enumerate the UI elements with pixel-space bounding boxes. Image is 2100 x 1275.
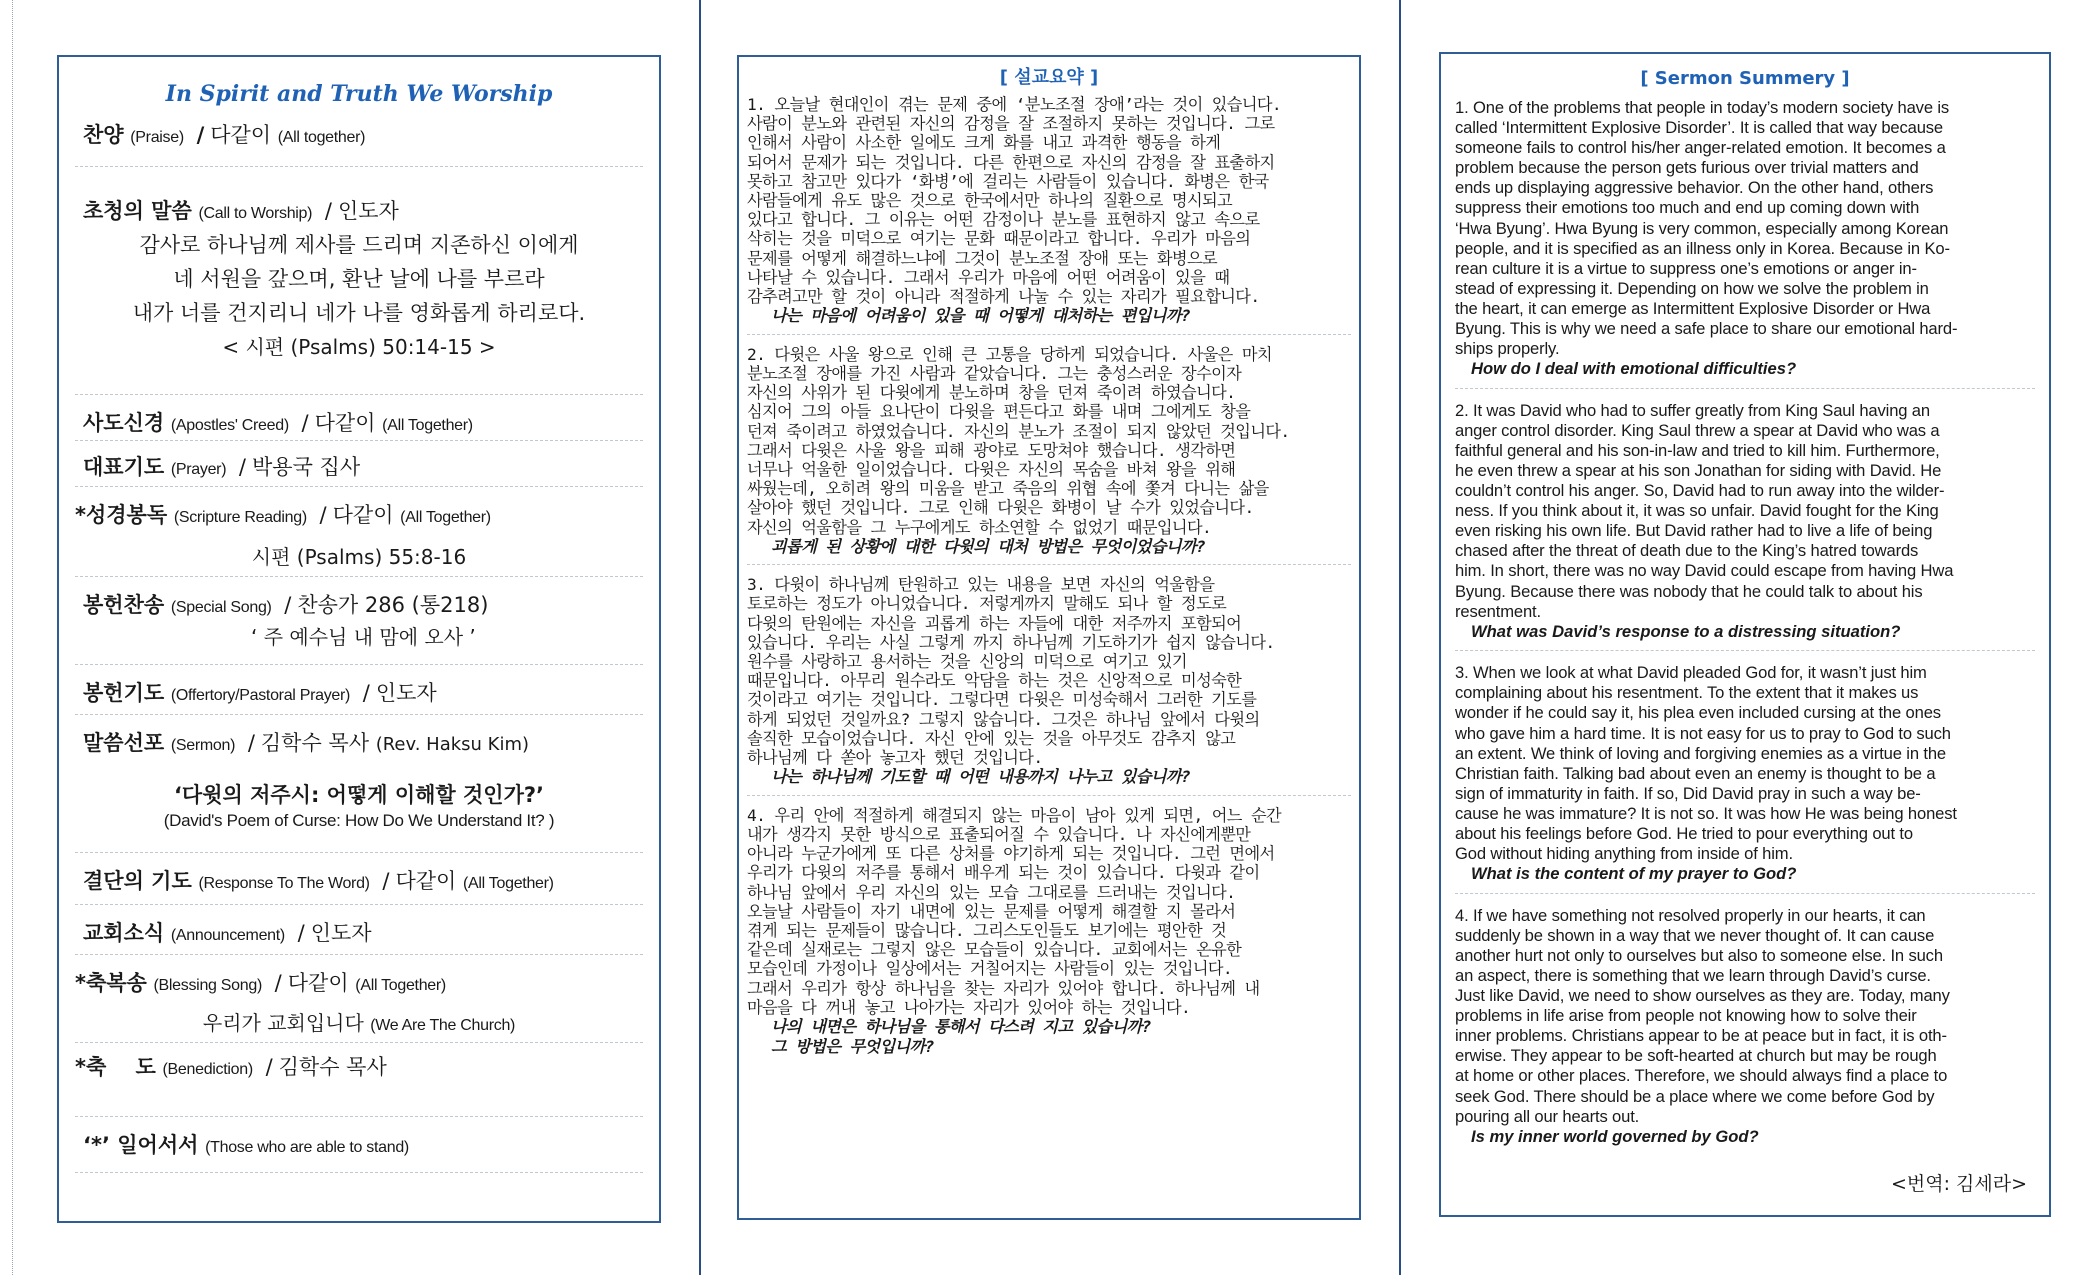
- blessing-sep: /: [274, 971, 282, 995]
- scripture-ref: 시편 (Psalms) 55:8-16: [251, 545, 467, 569]
- call-verse-line-1: 감사로 하나님께 제사를 드리며 지존하신 이에게: [139, 233, 579, 257]
- special-song-row: [75, 577, 643, 665]
- praise-en: (Praise): [130, 129, 184, 146]
- call-verse-line-3: 내가 너를 건지리니 네가 나를 영화롭게 하리로다.: [132, 301, 586, 325]
- benediction-row: [75, 1043, 643, 1117]
- english-summary-panel: [1439, 52, 2051, 1217]
- creed-leader-ko: 다같이: [314, 411, 376, 435]
- response-leader-ko: 다같이: [395, 869, 457, 893]
- korean-section-4: [747, 804, 1351, 1064]
- special-song-sep: /: [284, 593, 292, 617]
- sermon-title-ko: ‘다윗의 저주시: 어떻게 이해할 것인가?’: [173, 783, 545, 807]
- praise-row: [75, 113, 643, 167]
- scripture-leader-ko: 다같이: [332, 503, 394, 527]
- response-sep: /: [382, 869, 390, 893]
- english-section-2: [1455, 397, 2035, 652]
- korean-paragraph-3: 3. 다윗이 하나님께 탄원하고 있는 내용을 보면 자신의 억울함을 토로하는 정도가 아니었습니다. 저렇게까지 말해도 되나 할 정도로 다윗의 탄원에는 자신을 괴롭게 하는 자들에 대한 저주까지 포함되어 있습니다. 우리는 사실 그렇게 까지 하나님께 기도하기가 쉽지 않습니다. 원수를 사랑하고 용서하는 것을 신앙의 미덕으로 여기고 있기 때문입니다. 아무리 원수라도 악담을 하는 것은 신앙적으로 미성숙한 것이라고 여기는 것입니다. 그렇다면 다윗은 미성숙해서 그러한 기도를 하게 되었던 것일까요? 그렇지 않습니다. 그것은 하나님 앞에서 다윗의 솔직한 모습이었습니다. 자신 안에 있는 것을 아무것도 감추지 않고 하나님께 다 쏟아 놓고자 했던 것입니다.: [747, 575, 1275, 768]
- sermon-preacher-ko: 김학수 목사: [260, 731, 369, 755]
- offertory-row: [75, 665, 643, 715]
- call-sep: /: [324, 199, 332, 223]
- blessing-leader-en: (All Together): [355, 977, 446, 994]
- translator-credit: <번역: 김세라>: [1890, 1173, 2027, 1195]
- sermon-preacher-en: (Rev. Haksu Kim): [375, 734, 530, 755]
- english-question-4: Is my inner world governed by God?: [1471, 1126, 1759, 1146]
- announcement-en: (Announcement): [170, 927, 285, 944]
- english-question-1: How do I deal with emotional difficulties?: [1471, 359, 1797, 379]
- response-en: (Response To The Word): [198, 875, 370, 892]
- special-song-ko: 봉헌찬송: [83, 593, 165, 617]
- special-song-hymn: 찬송가 286 (통218): [297, 593, 489, 617]
- korean-section-2: [747, 343, 1351, 566]
- blessing-song-row: [75, 955, 643, 1043]
- blessing-en: (Blessing Song): [153, 977, 262, 994]
- scripture-row: [75, 487, 643, 577]
- english-paragraph-4: 4. If we have something not resolved properly in our hearts, it can suddenly be shown in a way that we never thought of. It can cause another hurt not only to ourselves but also to someone else. In such an aspect, there is something that we learn through David’s curse. Just like David, we need to show ourselves as they are. Today, many problems in life arise from people not knowing how to solve their inner problems. Christians appear to be at peace but in fact, it is oth- erwise. They appear to be soft-hearted at church but may be rough at home or other places. Therefore, we should always find a place to seek God. There should be a place where we come before God by pouring all our hearts out.: [1455, 905, 1950, 1126]
- english-question-2: What was David’s response to a distressing situation?: [1471, 621, 1901, 641]
- sermon-en: (Sermon): [170, 737, 236, 754]
- praise-leader-en: (All together): [277, 129, 366, 146]
- scripture-en: (Scripture Reading): [173, 509, 307, 526]
- response-ko: 결단의 기도: [83, 869, 192, 893]
- english-section-4: [1455, 902, 2035, 1156]
- prayer-en: (Prayer): [170, 461, 227, 478]
- benediction-sep: /: [265, 1055, 273, 1079]
- scripture-ko: *성경봉독: [75, 503, 168, 527]
- creed-ko: 사도신경: [83, 411, 165, 435]
- korean-question-2: 괴롭게 된 상황에 대한 다윗의 대처 방법은 무엇이었습니까?: [771, 536, 1206, 556]
- korean-question-4: 나의 내면은 하나님을 통해서 다스려 지고 있습니까? 그 방법은 무엇입니까?: [771, 1017, 1151, 1056]
- korean-section-3: [747, 573, 1351, 796]
- creed-row: [75, 395, 643, 441]
- prayer-row: [75, 441, 643, 487]
- prayer-leader: 박용국 집사: [252, 455, 361, 479]
- call-verse-line-2: 네 서원을 갚으며, 환난 날에 나를 부르라: [173, 267, 545, 291]
- announcement-leader: 인도자: [310, 921, 372, 945]
- standing-note-ko: ‘*’ 일어서서: [83, 1133, 199, 1157]
- blessing-song-ko: 우리가 교회입니다: [202, 1011, 364, 1035]
- special-song-title: ‘ 주 예수님 내 맘에 오사 ’: [251, 625, 476, 649]
- benediction-en: (Benediction): [162, 1061, 253, 1078]
- creed-sep: /: [301, 411, 309, 435]
- blessing-leader-ko: 다같이: [287, 971, 349, 995]
- scripture-sep: /: [319, 503, 327, 527]
- korean-paragraph-4: 4. 우리 안에 적절하게 해결되지 않는 마음이 남아 있게 되면, 어느 순간 내가 생각지 못한 방식으로 표출되어질 수 있습니다. 나 자신에게뿐만 아니라 누군가에게 또 다른 상처를 야기하게 되는 것입니다. 그런 면에서 우리가 다윗의 저주를 통해서 배우게 되는 것이 있습니다. 다윗과 같이 하나님 앞에서 우리 자신의 있는 모습 그대로를 드러내는 것입니다. 오늘날 사람들이 자기 내면에 있는 문제를 어떻게 해결할 지 몰라서 겪게 되는 문제들이 많습니다. 그리스도인들도 보기에는 평안한 것 같은데 실재로는 그렇지 않은 모습들이 있습니다. 교회에서는 온유한 모습인데 가정이나 일상에서는 거칠어지는 사람들이 있는 것입니다. 그래서 우리가 항상 하나님을 찾는 자리가 있어야 합니다. 하나님께 내 마음을 다 꺼내 놓고 나아가는 자리가 있어야 하는 것입니다.: [747, 805, 1282, 1017]
- offertory-leader: 인도자: [375, 681, 437, 705]
- prayer-ko: 대표기도: [83, 455, 165, 479]
- korean-question-1: 나는 마음에 어려움이 있을 때 어떻게 대처하는 편입니까?: [771, 306, 1191, 326]
- column-divider-1: [699, 0, 701, 1275]
- column-divider-2: [1399, 0, 1401, 1275]
- response-leader-en: (All Together): [463, 875, 554, 892]
- sermon-row: [75, 715, 643, 853]
- offertory-en: (Offertory/Pastoral Prayer): [170, 687, 351, 704]
- offertory-ko: 봉헌기도: [83, 681, 165, 705]
- call-to-worship-row: [75, 167, 643, 395]
- english-question-3: What is the content of my prayer to God?: [1471, 864, 1797, 884]
- offertory-sep: /: [362, 681, 370, 705]
- praise-sep: /: [196, 123, 205, 147]
- call-ko: 초청의 말씀: [83, 199, 192, 223]
- benediction-ko: *축 도: [75, 1055, 156, 1079]
- call-leader: 인도자: [337, 199, 399, 223]
- standing-note-row: [75, 1117, 643, 1173]
- korean-summary-heading: [ 설교요약 ]: [999, 67, 1099, 88]
- blessing-ko: *축복송: [75, 971, 147, 995]
- english-summary-heading: [ Sermon Summery ]: [1640, 68, 1850, 89]
- worship-title: In Spirit and Truth We Worship: [165, 81, 553, 107]
- response-row: [75, 853, 643, 905]
- sermon-title-en: (David's Poem of Curse: How Do We Understand It? ): [163, 811, 555, 830]
- special-song-en: (Special Song): [170, 599, 272, 616]
- page-fold-line-left: [12, 0, 13, 1275]
- announcement-row: [75, 905, 643, 955]
- call-verse-ref: < 시편 (Psalms) 50:14-15 >: [222, 335, 496, 359]
- prayer-sep: /: [238, 455, 246, 479]
- announcement-ko: 교회소식: [83, 921, 165, 945]
- announcement-sep: /: [297, 921, 305, 945]
- english-section-3: [1455, 659, 2035, 893]
- english-section-1: [1455, 94, 2035, 389]
- standing-note-en: (Those who are able to stand): [205, 1139, 409, 1156]
- korean-section-1: [747, 93, 1351, 335]
- korean-paragraph-2: 2. 다윗은 사울 왕으로 인해 큰 고통을 당하게 되었습니다. 사울은 마치 분노조절 장애를 가진 사람과 같았습니다. 그는 충성스러운 장수이자 자신의 사위가 된 다윗에게 분노하며 창을 던져 죽이려 하였습니다. 심지어 그의 아들 요나단이 다윗을 편든다고 화를 내며 그에게도 창을 던져 죽이려고 하였었습니다. 자신의 분노가 조절이 되지 않았던 것입니다. 그래서 다윗은 사울 왕을 피해 광야로 도망쳐야 했습니다. 생각하면 너무나 억울한 일이었습니다. 다윗은 자신의 목숨을 바쳐 왕을 위해 싸웠는데, 오히려 왕의 미움을 받고 죽음의 위협 속에 쫓겨 다니는 삶을 살아야 했던 것입니다. 그로 인해 다윗은 화병이 날 수가 있었습니다. 자신의 억울함을 그 누구에게도 하소연할 수 없었기 때문입니다.: [747, 344, 1290, 537]
- creed-en: (Apostles' Creed): [170, 417, 289, 434]
- blessing-song-en: (We Are The Church): [370, 1017, 516, 1034]
- benediction-leader: 김학수 목사: [278, 1055, 387, 1079]
- sermon-ko: 말씀선포: [83, 731, 165, 755]
- korean-question-3: 나는 하나님께 기도할 때 어떤 내용까지 나누고 있습니까?: [771, 767, 1191, 787]
- praise-ko: 찬양: [83, 123, 124, 147]
- order-of-worship-panel: [57, 55, 661, 1223]
- english-paragraph-1: 1. One of the problems that people in today’s modern society have is called ‘Intermittent Explosive Disorder’. It is called that way because someone fails to control his/her anger-related emotion. It becomes a problem because the person gets furious over trivial matters and ends up displaying aggressive behavior. On the other hand, others suppress their emotions too much and end up coming down with ‘Hwa Byung’. Hwa Byung is very common, especially among Korean people, and it is specified as an illness only in Korea. Because in Ko- rean culture it is a virtue to suppress one’s emotions or anger in- stead of expressing it. Depending on how we solve the problem in the heart, it can emerge as Intermittent Explosive Disorder or Hwa Byung. This is why we need a safe place to share our emotional hard- ships properly.: [1455, 98, 1958, 359]
- call-en: (Call to Worship): [198, 205, 313, 222]
- english-paragraph-3: 3. When we look at what David pleaded God for, it wasn’t just him complaining about his resentment. To the extent that it makes us wonder if he could say it, his plea even included cursing at the ones who gave him a hard time. It is not easy for us to pray to God to such an extent. We think of loving and forgiving enemies as a virtue in the Christian faith. Talking bad about even an enemy is thought to be a sign of immaturity in faith. If so, Did David pray in such a way be- cause he was immature? It is not so. It was how He was being honest about his feelings before God. He tried to pour everything out to God without hiding anything from inside of him.: [1455, 663, 1957, 864]
- korean-summary-panel: [737, 55, 1361, 1220]
- creed-leader-en: (All Together): [382, 417, 473, 434]
- sermon-sep: /: [247, 731, 255, 755]
- korean-paragraph-1: 1. 오늘날 현대인이 겪는 문제 중에 ‘분노조절 장애’라는 것이 있습니다. 사람이 분노와 관련된 자신의 감정을 잘 조절하지 못하는 것입니다. 그로 인해서 사람이 사소한 일에도 크게 화를 내고 과격한 행동을 하게 되어서 문제가 되는 것입니다. 다른 한편으로 자신의 감정을 잘 표출하지 못하고 참고만 있다가 ‘화병’에 걸리는 사람들이 있습니다. 화병은 한국 사람들에게 유도 많은 것으로 한국에서만 하나의 질환으로 명시되고 있다고 합니다. 그 이유는 어떤 감정이나 분노를 표현하지 않고 속으로 삭히는 것을 미덕으로 여기는 문화 때문이라고 합니다. 우리가 마음의 문제를 어떻게 해결하느냐에 그것이 분노조절 장애 또는 화병으로 나타날 수 있습니다. 그래서 우리가 마음에 어떤 어려움이 있을 때 감추려고만 할 것이 아니라 적절하게 나눌 수 있는 자리가 필요합니다.: [747, 95, 1282, 307]
- praise-leader-ko: 다같이: [210, 123, 272, 147]
- english-paragraph-2: 2. It was David who had to suffer greatly from King Saul having an anger control disorder. King Saul threw a spear at David who was a faithful general and his son-in-law and tried to kill him. Furthermore, he even threw a spear at his son Jonathan for siding with David. He couldn’t control his anger. So, David had to run away into the wilder- ness. If you think about it, it was so unfair. David fought for the King even risking his own life. But David rather had to live a life of being chased after the threat of death due to the King’s hatred towards him. In short, there was no way David could escape from having Hwa Byung. Because there was nobody that he could talk to about his resentment.: [1455, 400, 1954, 621]
- scripture-leader-en: (All Together): [400, 509, 491, 526]
